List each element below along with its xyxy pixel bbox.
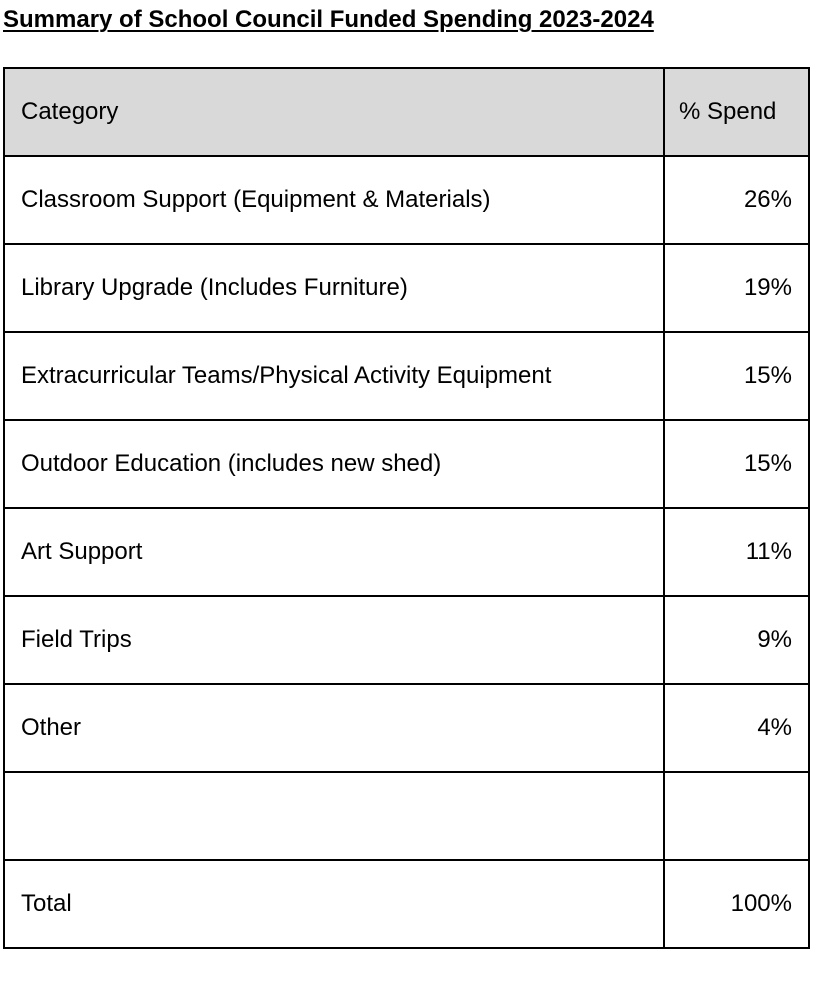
category-cell: Classroom Support (Equipment & Materials) <box>4 156 664 244</box>
category-cell: Art Support <box>4 508 664 596</box>
category-cell <box>4 772 664 860</box>
category-cell: Extracurricular Teams/Physical Activity Equipment <box>4 332 664 420</box>
table-header-row <box>4 68 809 156</box>
table-row <box>4 596 809 684</box>
table-row <box>4 244 809 332</box>
table-row <box>4 684 809 772</box>
category-column-header: Category <box>4 68 664 156</box>
total-percent: 100% <box>664 860 809 948</box>
category-cell: Field Trips <box>4 596 664 684</box>
percent-cell: 15% <box>664 332 809 420</box>
total-row <box>4 860 809 948</box>
category-cell: Library Upgrade (Includes Furniture) <box>4 244 664 332</box>
percent-cell: 4% <box>664 684 809 772</box>
spending-summary-table <box>3 67 810 949</box>
percent-cell: 15% <box>664 420 809 508</box>
total-label: Total <box>4 860 664 948</box>
table-row <box>4 332 809 420</box>
page-title: Summary of School Council Funded Spending 2023-2024 <box>3 6 654 33</box>
empty-table-row <box>4 772 809 860</box>
category-cell: Outdoor Education (includes new shed) <box>4 420 664 508</box>
percent-cell <box>664 772 809 860</box>
table-row <box>4 156 809 244</box>
percent-cell: 11% <box>664 508 809 596</box>
category-cell: Other <box>4 684 664 772</box>
table-row <box>4 420 809 508</box>
percent-spend-column-header: % Spend <box>664 68 809 156</box>
percent-cell: 19% <box>664 244 809 332</box>
table-row <box>4 508 809 596</box>
percent-cell: 9% <box>664 596 809 684</box>
percent-cell: 26% <box>664 156 809 244</box>
